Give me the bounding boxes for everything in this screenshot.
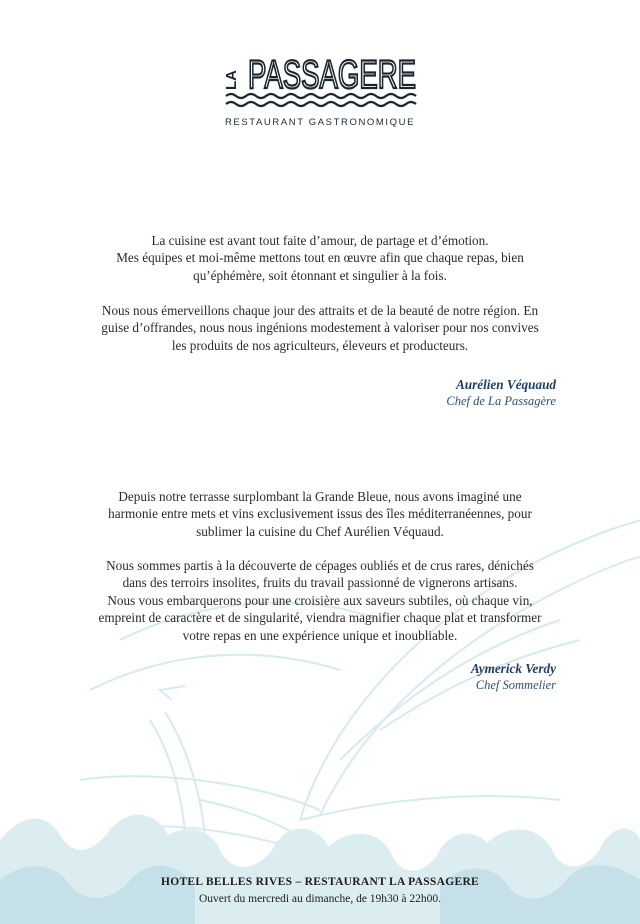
- opening-hours: Ouvert du mercredi au dimanche, de 19h30 à 22h00.: [198, 893, 442, 905]
- sommelier-name: Aymerick Verdy: [470, 661, 556, 676]
- logo-tagline: RESTAURANT GASTRONOMIQUE: [224, 117, 416, 128]
- text-line: Depuis notre terrasse surplombant la Grande Bleue, nous avons imaginé une: [118, 489, 522, 504]
- logo-la: LA: [223, 70, 240, 90]
- logo-passagere: PASSAGERE: [248, 53, 416, 97]
- text-line: qu’éphémère, soit étonnant et singulier à la fois.: [193, 267, 447, 283]
- text-line: La cuisine est avant tout faite d’amour, de partage et d’émotion.: [151, 233, 489, 248]
- text-line: guise d’offrandes, nous nous ingénions modestement à valoriser pour nos convives: [101, 320, 539, 336]
- text-line: Mes équipes et moi-même mettons tout en œuvre afin que chaque repas, bien: [116, 250, 524, 266]
- text-line: harmonie entre mets et vins exclusivement issus des îles méditerranéennes, pour: [108, 506, 532, 522]
- text-line: votre repas en une expérience unique et inoubliable.: [182, 627, 458, 643]
- chef-role: Chef de La Passagère: [446, 394, 556, 408]
- chef-name: Aurélien Véquaud: [455, 377, 556, 392]
- sommelier-signature: [471, 660, 556, 694]
- text-line: Nous sommes partis à la découverte de cépages oubliés et de crus rares, dénichés: [106, 558, 534, 573]
- footer-title: HOTEL BELLES RIVES – RESTAURANT LA PASSAGERE: [160, 876, 480, 888]
- logo-emblem: [220, 46, 420, 114]
- footer: [0, 874, 640, 907]
- chef-message-paragraph-1: [80, 232, 560, 284]
- chef-signature: [446, 376, 556, 410]
- text-line: Nous vous embarquerons pour une croisière aux saveurs subtiles, où chaque vin,: [107, 592, 533, 608]
- sommelier-message-paragraph-2: [80, 557, 560, 644]
- text-line: empreint de caractère et de singularité, viendra magnifier chaque plat et transformer: [98, 610, 542, 626]
- text-line: Nous nous émerveillons chaque jour des attraits et de la beauté de notre région. En: [101, 303, 539, 318]
- sommelier-role: Chef Sommelier: [475, 678, 556, 692]
- text-line: sublimer la cuisine du Chef Aurélien Véquaud.: [196, 523, 444, 539]
- restaurant-logo: [0, 46, 640, 128]
- text-line: les produits de nos agriculteurs, éleveurs et producteurs.: [171, 337, 469, 353]
- sommelier-message-paragraph-1: [80, 488, 560, 540]
- chef-message-paragraph-2: [80, 302, 560, 354]
- text-line: dans des terroirs insolites, fruits du travail passionné de vignerons artisans.: [122, 575, 518, 591]
